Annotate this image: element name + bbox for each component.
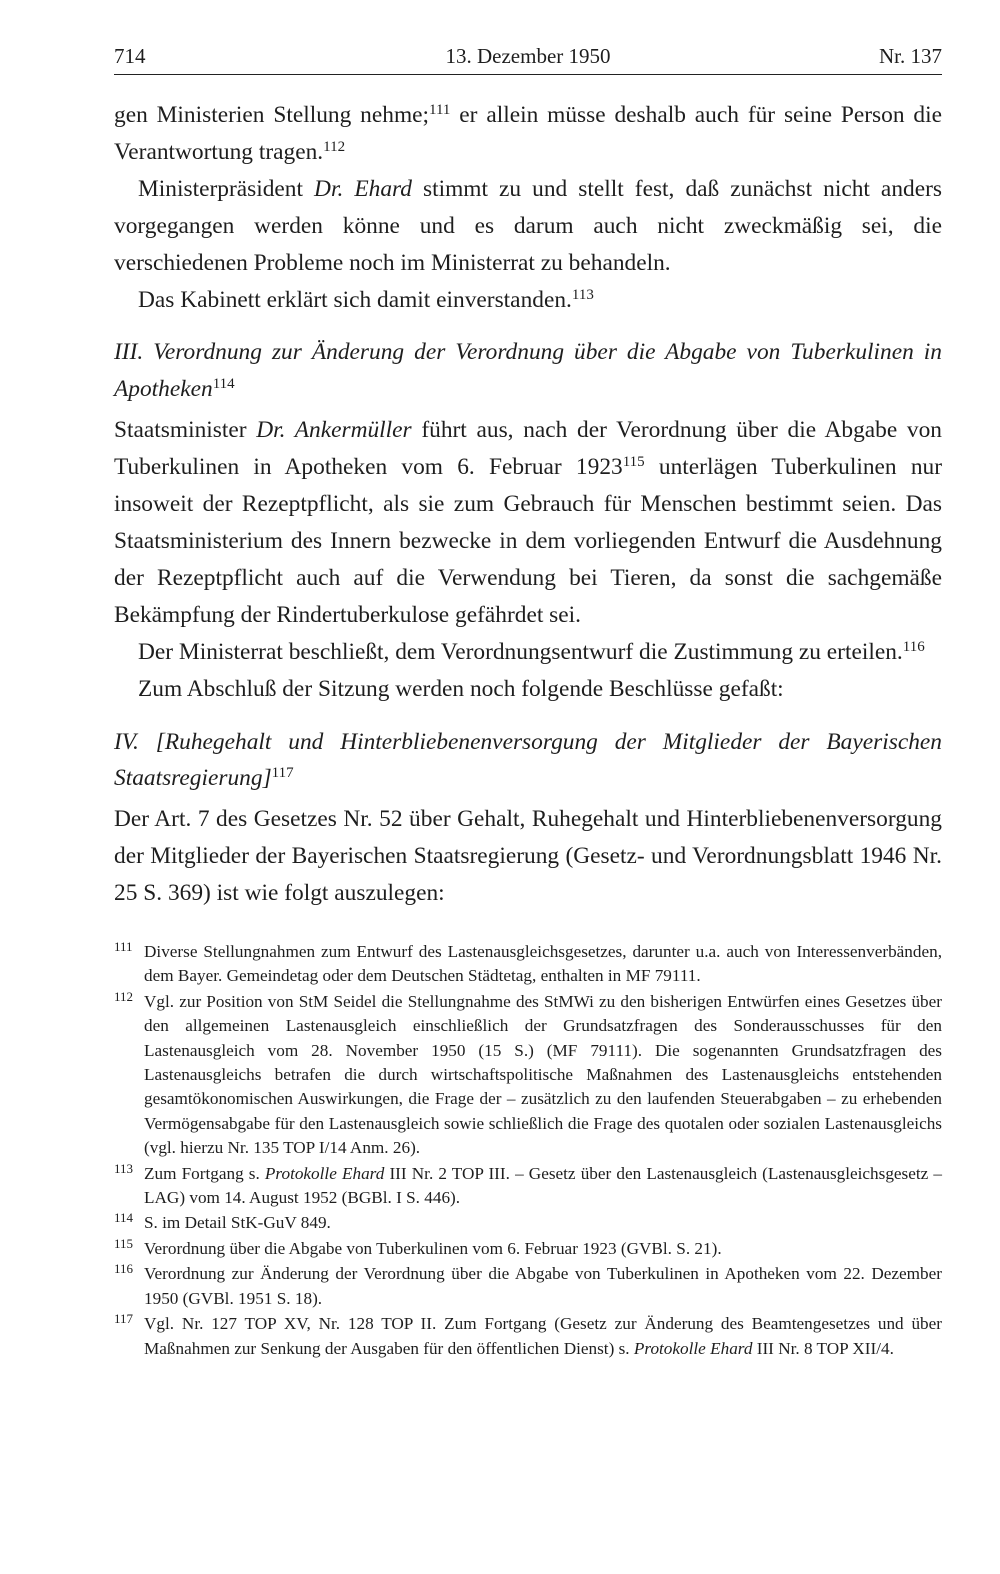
footnote: 116 Verordnung zur Änderung der Verordnung über die Abgabe von Tuberkulinen in Apotheken vom 22. Dezember 1950 (GVBl. 1951 S. 18). — [114, 1262, 942, 1311]
paragraph: gen Ministerien Stellung nehme;$^{111}$ er allein müsse deshalb auch für seine Person die Verantwortung tragen.$^{112}$ — [114, 102, 942, 165]
source-title: Protokolle Ehard — [264, 1163, 385, 1183]
person-name: Dr. Ankermüller — [256, 417, 412, 444]
footnote-number: 117 — [114, 1311, 134, 1327]
footnote-number: 115 — [114, 1235, 134, 1251]
person-name: Ehard — [343, 175, 412, 202]
source-title: Protokolle Ehard — [633, 1338, 753, 1358]
footnote-ref[interactable]: 114 — [212, 376, 235, 393]
footnote: 115 Verordnung über die Abgabe von Tuberkulinen vom 6. Februar 1923 (GVBl. S. 21). — [114, 1237, 942, 1261]
paragraph: Der Art. 7 des Gesetzes Nr. 52 über Gehalt, Ruhegehalt und Hinterbliebenenversorgung der Mitglieder der Bayerischen Staatsregierung (Gesetz- und Verordnungsblatt 1946 Nr. 25 S. 369) ist wie folgt auszulegen: — [114, 806, 942, 907]
agenda-heading: III. Verordnung zur Änderung der Verordnung über die Abgabe von Tuberkulinen in Apotheken$^{114}$ — [114, 339, 942, 403]
footnote-number: 112 — [114, 988, 134, 1004]
footnote-ref[interactable]: 113 — [571, 286, 594, 303]
main-text — [114, 97, 942, 912]
paragraph: Das Kabinett erklärt sich damit einverstanden.$^{113}$ — [138, 286, 594, 313]
page-number: 714 — [114, 44, 146, 68]
protocol-number: Nr. 137 — [879, 44, 942, 68]
footnote: 117 Vgl. Nr. 127 TOP XV, Nr. 128 TOP II. Zum Fortgang (Gesetz zur Änderung des Beamtengesetzes und über Maßnahmen zur Senkung der Ausgaben für den öffentlichen Dienst) s. Protokolle Ehard III Nr. 8 TOP XII/4. — [114, 1312, 942, 1361]
paragraph: Zum Abschluß der Sitzung werden noch folgende Beschlüsse gefaßt: — [138, 675, 784, 702]
footnote-number: 114 — [114, 1210, 134, 1226]
running-header — [114, 40, 942, 75]
agenda-heading: IV. [Ruhegehalt und Hinterbliebenenversorgung der Mitglieder der Bayerischen Staatsregierung]$^{117}$ — [114, 728, 942, 792]
footnote-ref[interactable]: 117 — [271, 765, 294, 782]
footnotes — [114, 940, 942, 1362]
person-title: Dr. — [314, 175, 344, 202]
footnote: 113 Zum Fortgang s. Protokolle Ehard III Nr. 2 TOP III. – Gesetz über den Lastenausgleich (Lastenausgleichsgesetz – LAG) vom 14. August 1952 (BGBl. I S. 446). — [114, 1162, 942, 1211]
paragraph: Ministerpräsident Dr. Ehard stimmt zu und stellt fest, daß zunächst nicht anders vorgegangen werden könne und es darum auch nicht zweckmäßig sei, die verschiedenen Probleme noch im Ministerrat zu behandeln. — [114, 175, 942, 276]
footnote-ref[interactable]: 112 — [323, 138, 346, 155]
footnote: 114 S. im Detail StK-GuV 849. — [114, 1211, 942, 1235]
header-date: 13. Dezember 1950 — [445, 44, 611, 68]
paragraph: Staatsminister Dr. Ankermüller führt aus, nach der Verordnung über die Abgabe von Tuberkulinen in Apotheken vom 6. Februar 1923$^{115}$ unterlägen Tuberkulinen nur insoweit der Rezeptpflicht, als sie zum Gebrauch für Menschen bestimmt seien. Das Staatsministerium des Innern bezwecke in dem vorliegenden Entwurf die Ausdehnung der Rezeptpflicht auch auf die Verwendung bei Tieren, da sonst die sachgemäße Bekämpfung der Rindertuberkulose gefährdet sei. — [114, 417, 943, 628]
footnote-ref[interactable]: 115 — [622, 454, 645, 471]
footnote: 111 Diverse Stellungnahmen zum Entwurf des Lastenausgleichsgesetzes, darunter u.a. auch von Interessenverbänden, dem Bayer. Gemeindetag oder dem Deutschen Städtetag, enthalten in MF 79111. — [114, 940, 942, 989]
footnote-number: 113 — [114, 1160, 134, 1176]
footnote-number: 111 — [114, 939, 133, 954]
footnote-ref[interactable]: 116 — [902, 638, 925, 655]
footnote-ref[interactable]: 111 — [429, 102, 451, 118]
footnote-number: 116 — [114, 1261, 134, 1277]
footnote: 112 Vgl. zur Position von StM Seidel die Stellungnahme des StMWi zu den bisherigen Entwürfen eines Gesetzes über den allgemeinen Lastenausgleich einschließlich der Grundsatzfragen des Sonderausschusses für den Lastenausgleich vom 28. November 1950 (15 S.) (MF 79111). Die sogenannten Grundsatzfragen des Lastenausgleichs betrafen die durch wirtschaftspolitische Maßnahmen des Lastenausgleichs entstehenden gesamtökonomischen Auswirkungen, die Frage der – zusätzlich zu den laufenden Steuerabgaben – zu erhebenden Vermögensabgabe für den Lastenausgleich sowie schließlich die Frage des quotalen oder sozialen Lastenausgleichs (vgl. hierzu Nr. 135 TOP I/14 Anm. 26). — [114, 990, 942, 1161]
paragraph: Der Ministerrat beschließt, dem Verordnungsentwurf die Zustimmung zu erteilen.$^{116}$ — [138, 638, 925, 665]
